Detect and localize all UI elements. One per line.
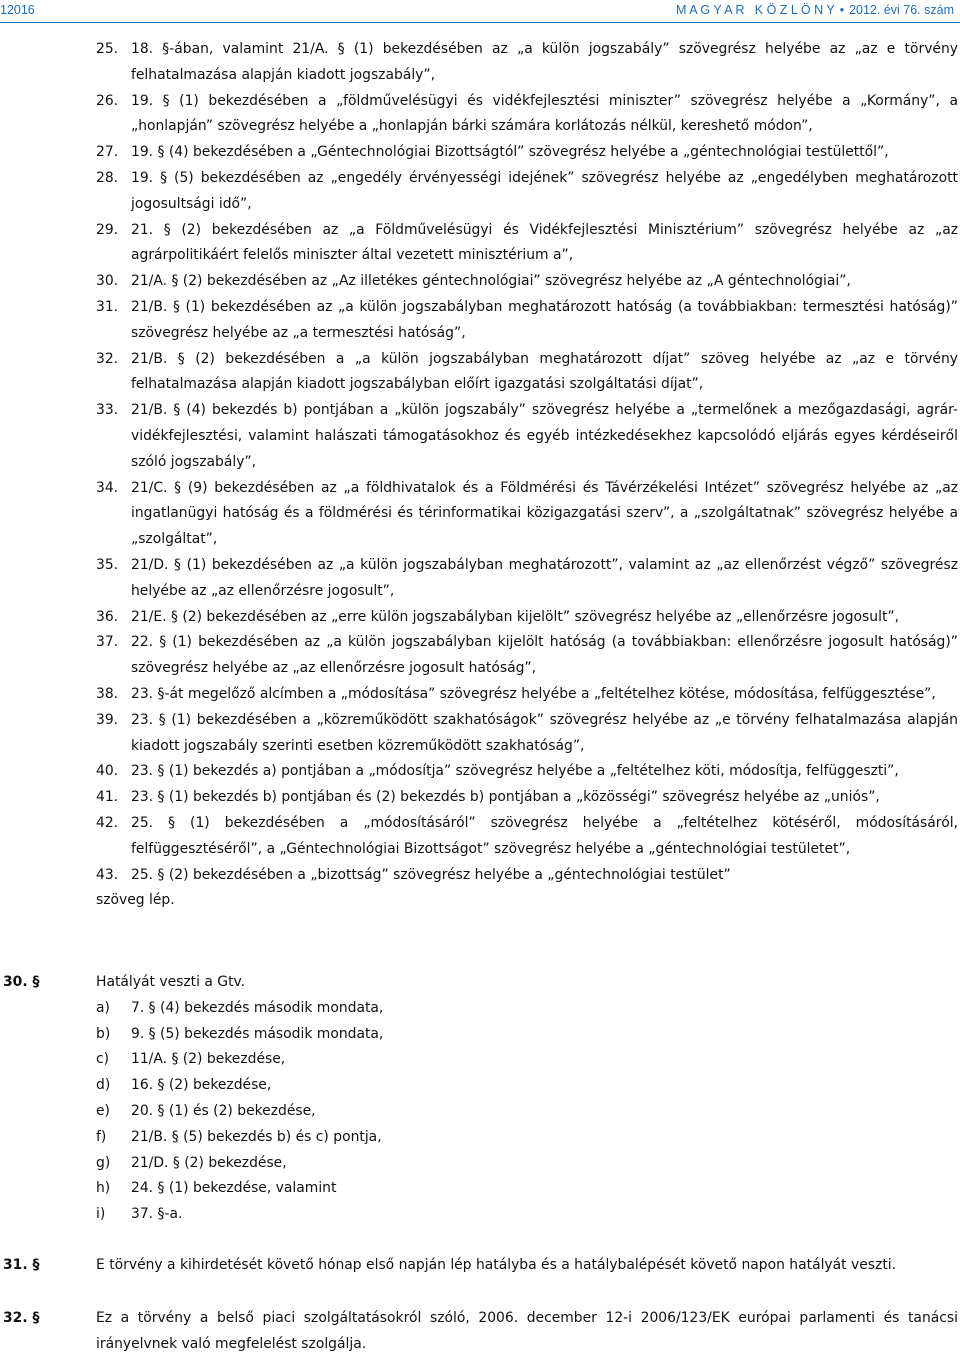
amendment-item	[96, 759, 958, 785]
item-number: 30.	[96, 273, 119, 290]
item-text: 18. §-ában, valamint 21/A. § (1) bekezdésében az „a külön jogszabály” szövegrész helyébe az „az e törvény felhatalmazása alapján kiadott jogszabály”,	[131, 41, 958, 83]
item-number: 25.	[96, 41, 119, 57]
item-text: 21/D. § (1) bekezdésében az „a külön jogszabályban meghatározott”, valamint az „az ellenőrzést végző” szövegrész helyébe az „az ellenőrzésre jogosult”,	[131, 556, 958, 599]
item-text: 21/A. § (2) bekezdésében az „Az illetékes géntechnológiai” szövegrész helyébe az „A géntechnológiai”,	[131, 273, 851, 290]
repeal-item	[96, 1176, 958, 1202]
section-text: Ez a törvény a belső piaci szolgáltatásokról szóló, 2006. december 12-i 2006/123/EK európai parlamenti és tanácsi irányelvnek való megfelelést szolgálja.	[96, 1310, 958, 1352]
item-text: 21. § (2) bekezdésében az „a Földművelésügyi és Vidékfejlesztési Minisztérium” szövegrész helyébe az „az agrárpolitikáért felelős miniszter által vezetett minisztérium a”,	[131, 221, 958, 264]
item-number: 34.	[96, 479, 119, 496]
amendment-item	[96, 605, 958, 631]
item-text: 7. § (4) bekezdés második mondata,	[131, 999, 384, 1016]
item-text: 16. § (2) bekezdése,	[131, 1077, 272, 1094]
item-letter: a)	[96, 999, 110, 1016]
item-text: 23. §-át megelőző alcímben a „módosítása” szövegrész helyébe a „feltételhez kötése, módosítása, felfüggesztése”,	[131, 685, 936, 702]
item-number: 35.	[96, 556, 119, 573]
item-number: 32.	[96, 350, 119, 367]
item-letter: c)	[96, 1051, 110, 1068]
item-text: 20. § (1) és (2) bekezdése,	[131, 1102, 316, 1119]
item-text: 21/C. § (9) bekezdésében az „a földhivatalok és a Földmérési és Távérzékelési Intézet” szövegrész helyébe az „az ingatlanügyi hatóság és a földmérési és térinformatikai közigazgatási szerv”, a „szolgáltatnak” szövegrész helyébe a „szolgáltat”,	[131, 479, 958, 548]
amendment-item	[96, 553, 958, 605]
amendment-item	[96, 295, 958, 347]
item-text: 19. § (5) bekezdésében az „engedély érvényességi idejének” szövegrész helyébe az „engedélyben meghatározott jogosultsági idő”,	[131, 169, 958, 212]
item-letter: d)	[96, 1077, 111, 1094]
item-letter: f)	[96, 1128, 107, 1145]
item-letter: h)	[96, 1180, 111, 1197]
repeal-list	[96, 996, 958, 1228]
item-letter: i)	[96, 1206, 106, 1223]
repeal-item	[96, 996, 958, 1022]
item-text: 37. §-a.	[131, 1206, 183, 1223]
item-number: 39.	[96, 711, 119, 728]
item-letter: e)	[96, 1102, 110, 1119]
section-label: 30. §	[3, 974, 40, 990]
item-text: 22. § (1) bekezdésében az „a külön jogszabályban kijelölt hatóság (a továbbiakban: ellenőrzésre jogosult hatóság)” szövegrész helyébe az „az ellenőrzésre jogosult hatóság”,	[131, 634, 958, 677]
amendment-item	[96, 37, 958, 89]
item-number: 38.	[96, 685, 119, 702]
repeal-item	[96, 1073, 958, 1099]
amendment-item	[96, 89, 958, 141]
item-text: 21/B. § (2) bekezdésében a „a külön jogszabályban meghatározott díjat” szöveg helyébe az „az e törvény felhatalmazása alapján kiadott jogszabályban előírt igazgatási szolgáltatási díjat”,	[131, 350, 958, 393]
amendment-item	[96, 166, 958, 218]
item-text: 24. § (1) bekezdése, valamint	[131, 1180, 337, 1197]
repeal-item	[96, 1151, 958, 1177]
section-label: 32. §	[3, 1310, 40, 1326]
section-text: E törvény a kihirdetését követő hónap első napján lép hatályba és a hatálybalépését követő napon hatályát veszti.	[96, 1257, 897, 1273]
amendment-item	[96, 630, 958, 682]
section-content	[96, 970, 958, 1228]
header-rule	[0, 22, 960, 23]
journal-name: M A G Y A R K Ö Z L Ö N Y	[676, 3, 835, 17]
item-text: 25. § (1) bekezdésében a „módosításáról” szövegrész helyébe a „feltételhez kötéséről, módosításáról, felfüggesztéséről”, a „Géntechnológiai Bizottságot” szövegrész helyébe a „géntechnológiai testületet”,	[131, 814, 958, 857]
item-text: 23. § (1) bekezdés a) pontjában a „módosítja” szövegrész helyébe a „feltételhez köti, módosítja, felfüggeszti”,	[131, 763, 899, 780]
amendment-item	[96, 218, 958, 270]
item-letter: b)	[96, 1025, 111, 1042]
repeal-item	[96, 1022, 958, 1048]
item-number: 40.	[96, 763, 119, 780]
amendment-item	[96, 863, 958, 889]
item-text: 19. § (1) bekezdésében a „földművelésügyi és vidékfejlesztési miniszter” szövegrész helyébe a „Kormány”, a „honlapján” szövegrész helyébe a „honlapján bárki számára korlátozás nélkül, kereshető módon”,	[131, 92, 958, 135]
issue-label: 2012. évi 76. szám	[849, 3, 954, 17]
item-number: 31.	[96, 298, 119, 315]
item-number: 27.	[96, 144, 119, 161]
header-bullet: •	[839, 3, 845, 17]
item-text: 11/A. § (2) bekezdése,	[131, 1051, 286, 1068]
closing-text: szöveg lép.	[96, 892, 175, 909]
item-letter: g)	[96, 1154, 111, 1171]
amendment-item	[96, 269, 958, 295]
item-number: 41.	[96, 789, 119, 806]
item-text: 25. § (2) bekezdésében a „bizottság” szövegrész helyébe a „géntechnológiai testület”	[131, 866, 731, 883]
item-text: 21/B. § (1) bekezdésében az „a külön jogszabályban meghatározott hatóság (a továbbiakban: termesztési hatóság)” szövegrész helyébe az „a termesztési hatóság”,	[131, 298, 958, 341]
item-text: 19. § (4) bekezdésében a „Géntechnológiai Bizottságtól” szövegrész helyébe a „géntechnológiai testülettől”,	[131, 144, 889, 161]
item-number: 43.	[96, 866, 119, 883]
item-text: 21/E. § (2) bekezdésében az „erre külön jogszabályban kijelölt” szövegrész helyébe az „ellenőrzésre jogosult”,	[131, 608, 900, 625]
section-label: 31. §	[3, 1257, 40, 1273]
section-intro: Hatályát veszti a Gtv.	[96, 974, 246, 990]
repeal-item	[96, 1125, 958, 1151]
journal-title	[676, 3, 954, 17]
amendment-item	[96, 811, 958, 863]
amendment-item	[96, 140, 958, 166]
item-text: 21/B. § (5) bekezdés b) és c) pontja,	[131, 1128, 382, 1145]
amendment-item	[96, 476, 958, 553]
item-text: 23. § (1) bekezdésében a „közreműködött szakhatóságok” szövegrész helyébe az „e törvény felhatalmazása alapján kiadott jogszabály szerinti esetben közreműködött szakhatóság”,	[131, 711, 958, 754]
amendment-item	[96, 347, 958, 399]
repeal-item	[96, 1099, 958, 1125]
amendment-item	[96, 785, 958, 811]
item-number: 33.	[96, 402, 119, 419]
amendment-item	[96, 398, 958, 475]
item-number: 37.	[96, 634, 119, 651]
item-number: 26.	[96, 92, 119, 109]
item-text: 21/D. § (2) bekezdése,	[131, 1154, 287, 1171]
amendment-list	[96, 37, 958, 914]
repeal-item	[96, 1202, 958, 1228]
item-text: 23. § (1) bekezdés b) pontjában és (2) bekezdés b) pontjában a „közösségi” szövegrész helyébe az „uniós”,	[131, 789, 880, 806]
item-number: 36.	[96, 608, 119, 625]
item-number: 28.	[96, 169, 119, 186]
item-number: 42.	[96, 814, 119, 831]
item-text: 9. § (5) bekezdés második mondata,	[131, 1025, 384, 1042]
page-number: 12016	[0, 3, 35, 17]
page-header	[0, 0, 960, 22]
amendment-item	[96, 708, 958, 760]
repeal-item	[96, 1047, 958, 1073]
item-text: 21/B. § (4) bekezdés b) pontjában a „külön jogszabály” szövegrész helyébe a „termelőnek a mezőgazdasági, agrár-vidékfejlesztési, valamint halászati támogatásokhoz és egyéb intézkedésekhez kapcsolódó eljárás egyes kérdéseiről szóló jogszabály”,	[131, 402, 958, 470]
item-number: 29.	[96, 221, 119, 238]
amendment-item	[96, 682, 958, 708]
